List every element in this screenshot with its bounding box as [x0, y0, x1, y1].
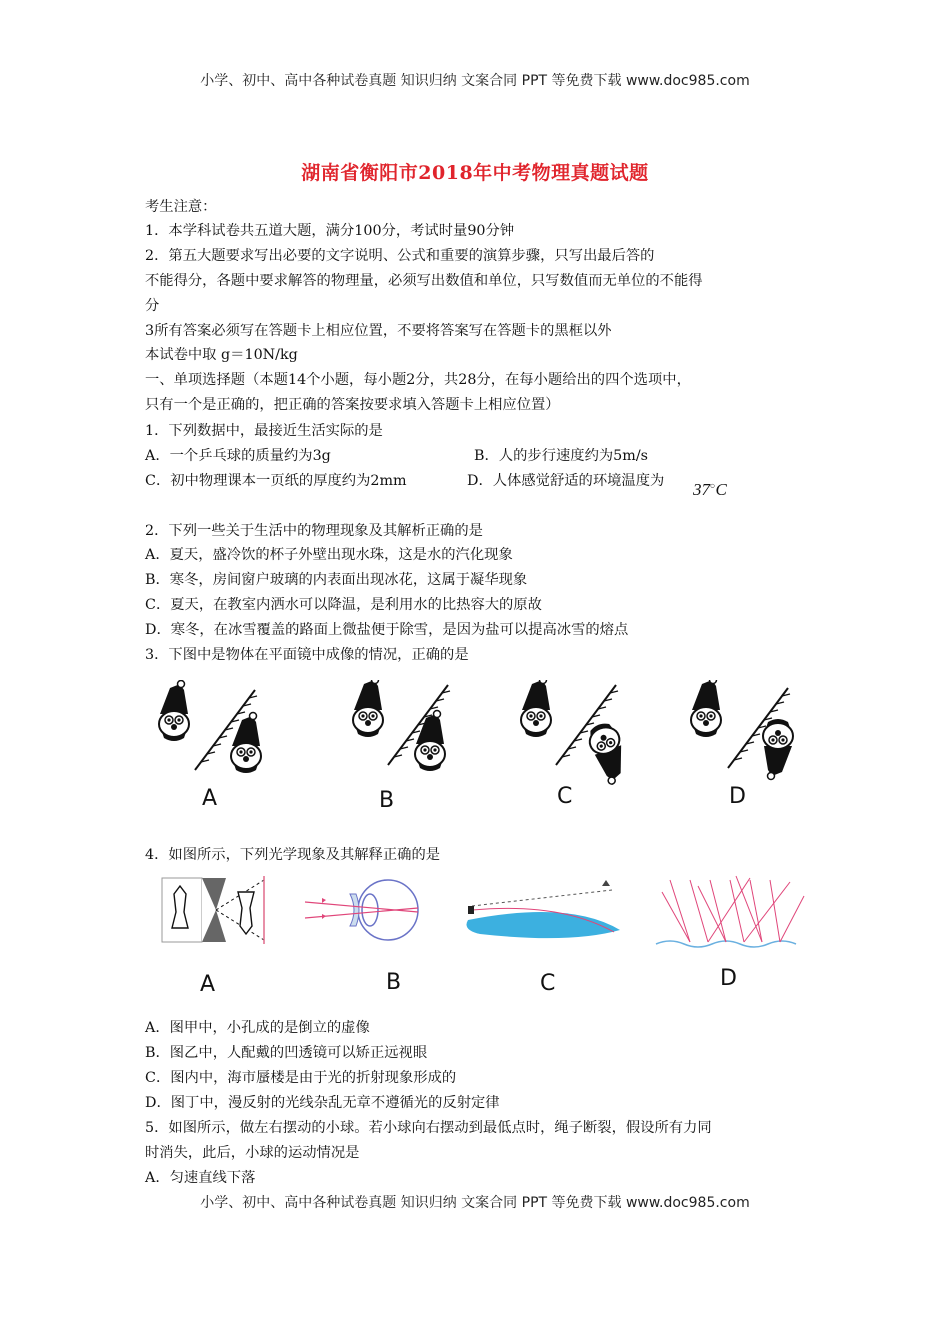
q3-label-b: B [379, 788, 395, 813]
q3-label-d: D [729, 784, 746, 809]
q3-label-c: C [557, 784, 573, 809]
page-header: 小学、初中、高中各种试卷真题 知识归纳 文案合同 PPT 等免费下载 www.doc985.com [200, 73, 750, 89]
q1-option-b: B．人的步行速度约为5m/s [474, 448, 648, 464]
page-footer: 小学、初中、高中各种试卷真题 知识归纳 文案合同 PPT 等免费下载 www.doc985.com [200, 1195, 750, 1211]
q5-stem-a: 5．如图所示，做左右摆动的小球。若小球向右摆动到最低点时，绳子断裂，假设所有力同 [145, 1120, 712, 1136]
q5-stem-b: 时消失，此后，小球的运动情况是 [145, 1145, 360, 1161]
q3-figure-a [159, 681, 261, 774]
q3-mirror-figures [150, 680, 810, 790]
notice-item-2c: 分 [145, 298, 160, 314]
q4-option-a: A．图甲中，小孔成的是倒立的虚像 [145, 1020, 370, 1036]
q2-option-d: D．寒冬，在冰雪覆盖的路面上微盐便于除雪，是因为盐可以提高冰雪的熔点 [145, 622, 629, 638]
q4-label-d: D [720, 966, 737, 991]
notice-item-2b: 不能得分，各题中要求解答的物理量，必须写出数值和单位，只写数值而无单位的不能得 [145, 273, 703, 289]
gravity-note: 本试卷中取 g＝10N/kg [145, 347, 298, 363]
notice-item-2a: 2．第五大题要求写出必要的文字说明、公式和重要的演算步骤，只写出最后答的 [145, 248, 655, 264]
q2-stem: 2．下列一些关于生活中的物理现象及其解析正确的是 [145, 523, 483, 539]
q4-label-b: B [386, 970, 402, 995]
q4-option-c: C．图内中，海市蜃楼是由于光的折射现象形成的 [145, 1070, 457, 1086]
q2-option-c: C．夏天，在教室内洒水可以降温，是利用水的比热容大的原故 [145, 597, 542, 613]
q4-label-a: A [200, 972, 216, 997]
q5-option-a: A．匀速直线下落 [145, 1170, 256, 1186]
q3-label-a: A [202, 786, 218, 811]
q3-figure-d [691, 680, 793, 780]
notice-item-1: 1．本学科试卷共五道大题，满分100分，考试时量90分钟 [145, 223, 515, 239]
q1-option-d: D．人体感觉舒适的环境温度为 [467, 473, 665, 489]
notice-heading: 考生注意： [145, 199, 217, 215]
q1-option-c: C．初中物理课本一页纸的厚度约为2mm [145, 473, 407, 489]
q1-option-a: A．一个乒乓球的质量约为3g [145, 448, 331, 464]
q2-option-b: B．寒冬，房间窗户玻璃的内表面出现冰花，这属于凝华现象 [145, 572, 528, 588]
q4-figure-diffuse [656, 876, 804, 947]
notice-item-3: 3所有答案必须写在答题卡上相应位置，不要将答案写在答题卡的黑框以外 [145, 323, 612, 339]
q4-option-b: B．图乙中，人配戴的凹透镜可以矫正远视眼 [145, 1045, 428, 1061]
q3-stem: 3．下图中是物体在平面镜中成像的情况，正确的是 [145, 647, 469, 663]
temperature-value: 37○C [693, 480, 727, 499]
q4-label-c: C [540, 971, 556, 996]
q3-figure-b [353, 680, 450, 771]
q4-figure-pinhole [162, 876, 264, 944]
q4-optics-figures [150, 872, 810, 952]
section1-intro-b: 只有一个是正确的，把正确的答案按要求填入答题卡上相应位置） [145, 397, 560, 413]
q4-figure-mirage [467, 880, 621, 938]
section1-intro-a: 一、单项选择题（本题14个小题，每小题2分，共28分，在每小题给出的四个选项中， [145, 372, 691, 388]
q4-figure-eye [305, 880, 418, 940]
page-title: 湖南省衡阳市2018年中考物理真题试题 [301, 162, 649, 184]
q1-stem: 1．下列数据中，最接近生活实际的是 [145, 423, 383, 439]
q2-option-a: A．夏天，盛冷饮的杯子外壁出现水珠，这是水的汽化现象 [145, 547, 513, 563]
q4-option-d: D．图丁中，漫反射的光线杂乱无章不遵循光的反射定律 [145, 1095, 500, 1111]
q4-stem: 4．如图所示，下列光学现象及其解释正确的是 [145, 847, 441, 863]
q3-figure-c [521, 680, 634, 787]
